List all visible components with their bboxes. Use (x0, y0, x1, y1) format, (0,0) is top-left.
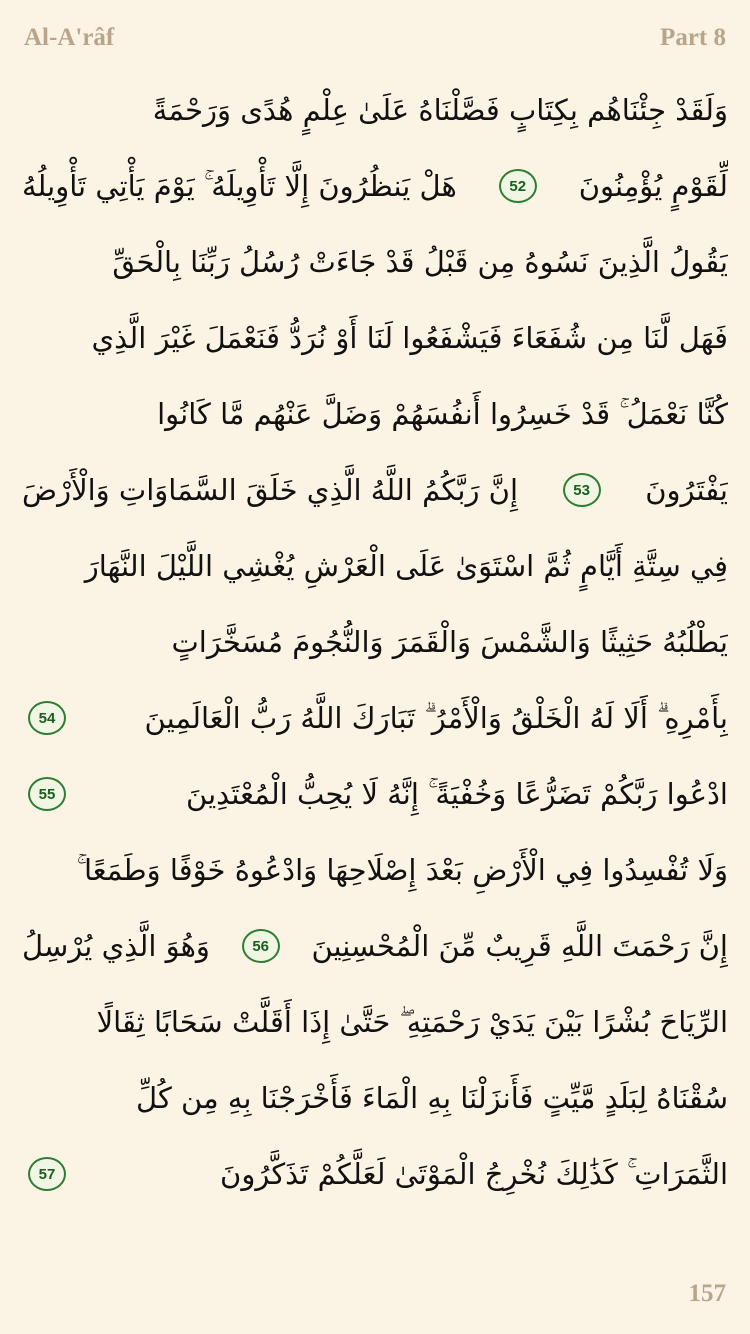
verse-text: كُنَّا نَعْمَلُ ۚ قَدْ خَسِرُوا أَنفُسَهُمْ وَضَلَّ عَنْهُم مَّا كَانُوا (157, 396, 728, 431)
verse-text: فِي سِتَّةِ أَيَّامٍ ثُمَّ اسْتَوَىٰ عَلَى الْعَرْشِ يُغْشِي اللَّيْلَ النَّهَارَ (84, 548, 728, 583)
page-header (0, 0, 750, 80)
text-line (22, 224, 728, 300)
verse-text: يَفْتَرُونَ (645, 472, 728, 507)
verse-text: ادْعُوا رَبَّكُمْ تَضَرُّعًا وَخُفْيَةً ۚ إِنَّهُ لَا يُحِبُّ الْمُعْتَدِينَ (186, 776, 728, 811)
ayah-number-marker[interactable]: 53 (563, 473, 601, 507)
verse-text: إِنَّ رَحْمَتَ اللَّهِ قَرِيبٌ مِّنَ الْمُحْسِنِينَ (311, 928, 728, 963)
verse-text: فَهَل لَّنَا مِن شُفَعَاءَ فَيَشْفَعُوا لَنَا أَوْ نُرَدُّ فَنَعْمَلَ غَيْرَ الَّذِي (91, 320, 728, 355)
text-line (22, 148, 728, 224)
text-line (22, 1060, 728, 1136)
surah-name: Al-A'râf (24, 24, 115, 51)
page-number: 157 (688, 1280, 726, 1307)
text-line (22, 908, 728, 984)
text-line (22, 832, 728, 908)
ayah-number-marker[interactable]: 55 (28, 777, 66, 811)
ayah-number-marker[interactable]: 56 (242, 929, 280, 963)
text-line (22, 984, 728, 1060)
text-line (22, 528, 728, 604)
text-line (22, 604, 728, 680)
ayah-number-marker[interactable]: 54 (28, 701, 66, 735)
verse-text: وَلَقَدْ جِئْنَاهُم بِكِتَابٍ فَصَّلْنَاهُ عَلَىٰ عِلْمٍ هُدًى وَرَحْمَةً (152, 92, 728, 127)
text-line (22, 452, 728, 528)
verse-text: هَلْ يَنظُرُونَ إِلَّا تَأْوِيلَهُ ۚ يَوْمَ يَأْتِي تَأْوِيلُهُ (22, 168, 457, 203)
text-line (22, 680, 728, 756)
text-line (22, 376, 728, 452)
ayah-number-marker[interactable]: 52 (499, 169, 537, 203)
verse-text: بِأَمْرِهِ ۗ أَلَا لَهُ الْخَلْقُ وَالْأَمْرُ ۗ تَبَارَكَ اللَّهُ رَبُّ الْعَالَمِينَ (144, 700, 728, 735)
verse-text: وَهُوَ الَّذِي يُرْسِلُ (22, 928, 210, 963)
verse-text: الثَّمَرَاتِ ۚ كَذَٰلِكَ نُخْرِجُ الْمَوْتَىٰ لَعَلَّكُمْ تَذَكَّرُونَ (220, 1156, 728, 1191)
text-line (22, 1136, 728, 1212)
text-line (22, 72, 728, 148)
text-line (22, 756, 728, 832)
verse-text: سُقْنَاهُ لِبَلَدٍ مَّيِّتٍ فَأَنزَلْنَا بِهِ الْمَاءَ فَأَخْرَجْنَا بِهِ مِن كُلِّ (136, 1080, 728, 1115)
quran-page-text (22, 72, 728, 1212)
ayah-number-marker[interactable]: 57 (28, 1157, 66, 1191)
verse-text: يَطْلُبُهُ حَثِيثًا وَالشَّمْسَ وَالْقَمَرَ وَالنُّجُومَ مُسَخَّرَاتٍ (171, 624, 728, 659)
text-line (22, 300, 728, 376)
verse-text: الرِّيَاحَ بُشْرًا بَيْنَ يَدَيْ رَحْمَتِهِ ۖ حَتَّىٰ إِذَا أَقَلَّتْ سَحَابًا ثِقَالًا (96, 1004, 728, 1039)
verse-text: لِّقَوْمٍ يُؤْمِنُونَ (578, 168, 728, 203)
verse-text: يَقُولُ الَّذِينَ نَسُوهُ مِن قَبْلُ قَدْ جَاءَتْ رُسُلُ رَبِّنَا بِالْحَقِّ (112, 244, 728, 279)
juz-part: Part 8 (660, 24, 726, 51)
verse-text: إِنَّ رَبَّكُمُ اللَّهُ الَّذِي خَلَقَ السَّمَاوَاتِ وَالْأَرْضَ (22, 472, 519, 507)
verse-text: وَلَا تُفْسِدُوا فِي الْأَرْضِ بَعْدَ إِصْلَاحِهَا وَادْعُوهُ خَوْفًا وَطَمَعًا ۚ (76, 852, 728, 887)
